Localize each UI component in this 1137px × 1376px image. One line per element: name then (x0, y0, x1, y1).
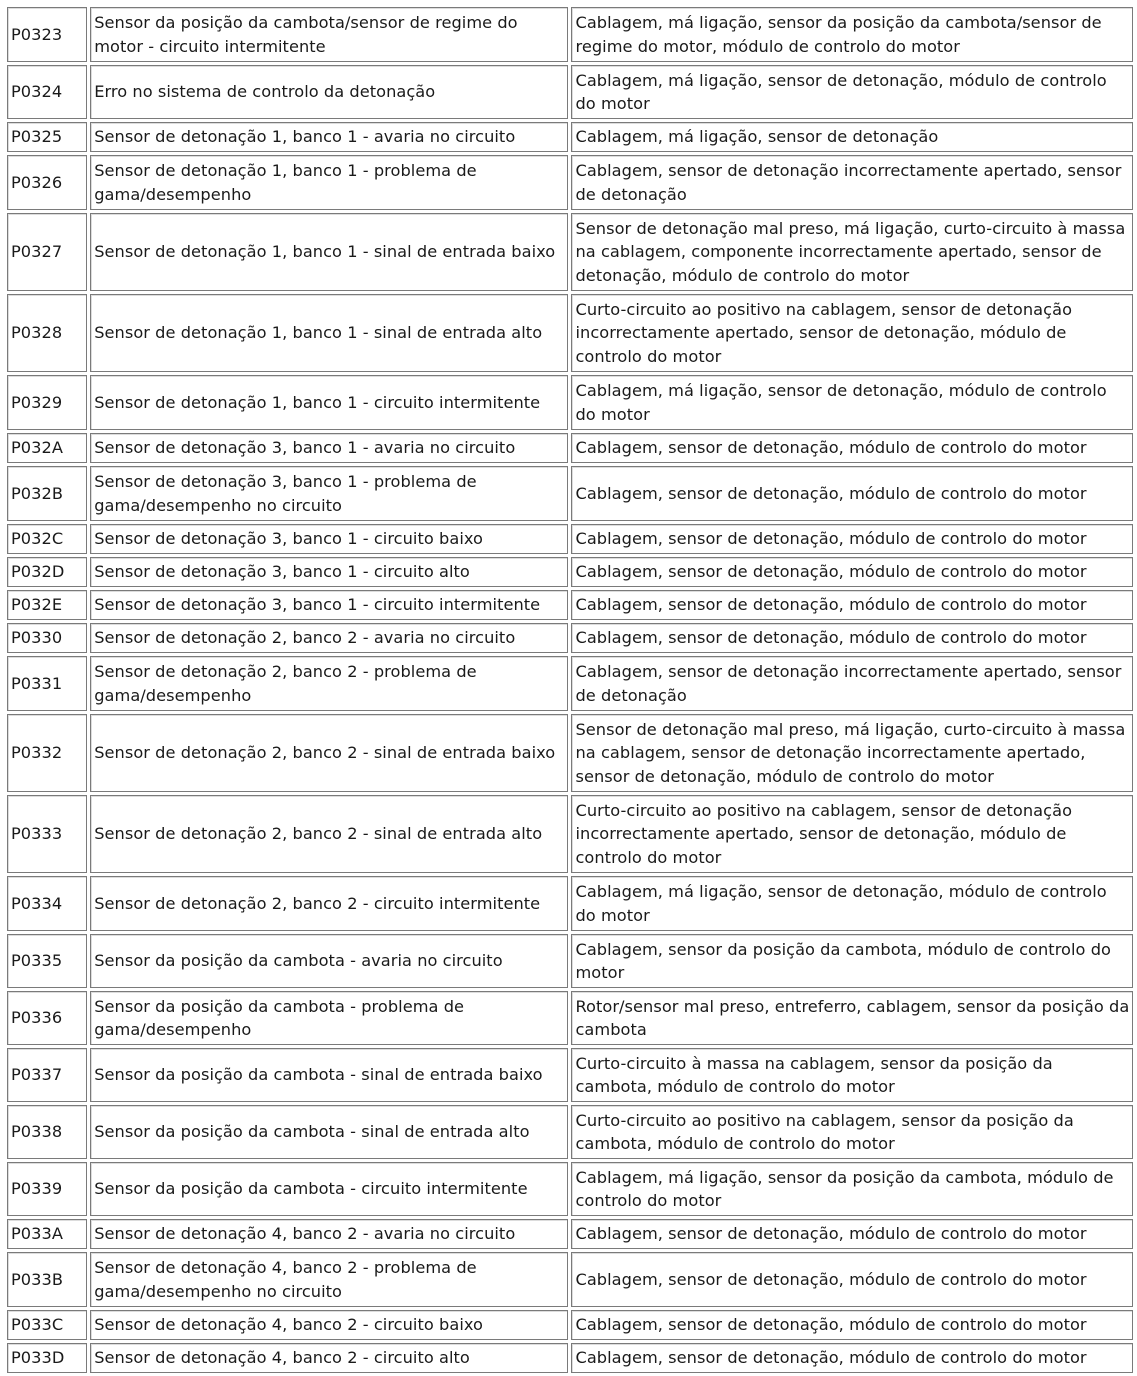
description-cell: Erro no sistema de controlo da detonação (90, 65, 568, 119)
table-row (7, 375, 1133, 430)
description-cell: Sensor de detonação 1, banco 1 - sinal de entrada baixo (90, 213, 568, 291)
description-cell: Sensor da posição da cambota - sinal de entrada baixo (90, 1048, 568, 1102)
code-cell: P033B (7, 1252, 87, 1307)
causes-cell: Cablagem, sensor de detonação, módulo de controlo do motor (571, 1310, 1133, 1340)
causes-cell: Cablagem, sensor de detonação, módulo de controlo do motor (571, 433, 1133, 463)
table-row (7, 557, 1133, 587)
causes-cell: Cablagem, sensor de detonação, módulo de controlo do motor (571, 590, 1133, 620)
table-row (7, 155, 1133, 210)
causes-cell: Cablagem, sensor da posição da cambota, módulo de controlo do motor (571, 934, 1133, 988)
causes-cell: Cablagem, má ligação, sensor de detonação, módulo de controlo do motor (571, 876, 1133, 931)
table-row (7, 656, 1133, 711)
table-row (7, 1219, 1133, 1249)
description-cell: Sensor de detonação 1, banco 1 - sinal de entrada alto (90, 294, 568, 372)
description-cell: Sensor de detonação 1, banco 1 - problema de gama/desempenho (90, 155, 568, 210)
table-row (7, 991, 1133, 1045)
causes-cell: Cablagem, sensor de detonação, módulo de controlo do motor (571, 623, 1133, 653)
code-cell: P0327 (7, 213, 87, 291)
code-cell: P0331 (7, 656, 87, 711)
causes-cell: Cablagem, sensor de detonação incorrectamente apertado, sensor de detonação (571, 155, 1133, 210)
code-cell: P0339 (7, 1162, 87, 1216)
description-cell: Sensor de detonação 2, banco 2 - sinal de entrada alto (90, 795, 568, 873)
description-cell: Sensor de detonação 4, banco 2 - avaria no circuito (90, 1219, 568, 1249)
code-cell: P0336 (7, 991, 87, 1045)
code-cell: P0330 (7, 623, 87, 653)
table-row (7, 934, 1133, 988)
description-cell: Sensor de detonação 2, banco 2 - avaria no circuito (90, 623, 568, 653)
code-cell: P0333 (7, 795, 87, 873)
code-cell: P032B (7, 466, 87, 521)
causes-cell: Cablagem, sensor de detonação, módulo de controlo do motor (571, 1252, 1133, 1307)
code-cell: P0323 (7, 7, 87, 62)
code-cell: P032C (7, 524, 87, 554)
causes-cell: Cablagem, sensor de detonação, módulo de controlo do motor (571, 524, 1133, 554)
causes-cell: Cablagem, má ligação, sensor de detonação (571, 122, 1133, 152)
table-row (7, 7, 1133, 62)
table-row (7, 1048, 1133, 1102)
code-cell: P0335 (7, 934, 87, 988)
description-cell: Sensor de detonação 4, banco 2 - circuito baixo (90, 1310, 568, 1340)
causes-cell: Cablagem, sensor de detonação, módulo de controlo do motor (571, 1219, 1133, 1249)
causes-cell: Cablagem, má ligação, sensor de detonação, módulo de controlo do motor (571, 65, 1133, 119)
description-cell: Sensor de detonação 2, banco 2 - circuito intermitente (90, 876, 568, 931)
code-cell: P0328 (7, 294, 87, 372)
code-cell: P033C (7, 1310, 87, 1340)
code-cell: P032A (7, 433, 87, 463)
causes-cell: Cablagem, má ligação, sensor da posição da cambota/sensor de regime do motor, módulo de controlo do motor (571, 7, 1133, 62)
code-cell: P0337 (7, 1048, 87, 1102)
description-cell: Sensor de detonação 3, banco 1 - circuito alto (90, 557, 568, 587)
description-cell: Sensor da posição da cambota - avaria no circuito (90, 934, 568, 988)
causes-cell: Cablagem, má ligação, sensor da posição da cambota, módulo de controlo do motor (571, 1162, 1133, 1216)
code-cell: P0334 (7, 876, 87, 931)
description-cell: Sensor da posição da cambota/sensor de regime do motor - circuito intermitente (90, 7, 568, 62)
table-row (7, 623, 1133, 653)
causes-cell: Curto-circuito à massa na cablagem, sensor da posição da cambota, módulo de controlo do motor (571, 1048, 1133, 1102)
description-cell: Sensor de detonação 3, banco 1 - circuito intermitente (90, 590, 568, 620)
code-cell: P032E (7, 590, 87, 620)
code-cell: P0338 (7, 1105, 87, 1159)
code-cell: P0329 (7, 375, 87, 430)
description-cell: Sensor da posição da cambota - circuito intermitente (90, 1162, 568, 1216)
causes-cell: Rotor/sensor mal preso, entreferro, cablagem, sensor da posição da cambota (571, 991, 1133, 1045)
table-row (7, 1162, 1133, 1216)
table-row (7, 1343, 1133, 1373)
code-cell: P0326 (7, 155, 87, 210)
table-row (7, 433, 1133, 463)
causes-cell: Curto-circuito ao positivo na cablagem, sensor de detonação incorrectamente apertado, sensor de detonação, módulo de controlo do motor (571, 294, 1133, 372)
description-cell: Sensor da posição da cambota - problema de gama/desempenho (90, 991, 568, 1045)
description-cell: Sensor de detonação 4, banco 2 - circuito alto (90, 1343, 568, 1373)
table-row (7, 65, 1133, 119)
fault-code-table-body (7, 7, 1133, 1373)
causes-cell: Cablagem, má ligação, sensor de detonação, módulo de controlo do motor (571, 375, 1133, 430)
table-row (7, 213, 1133, 291)
table-row (7, 590, 1133, 620)
code-cell: P0325 (7, 122, 87, 152)
code-cell: P032D (7, 557, 87, 587)
code-cell: P0332 (7, 714, 87, 792)
fault-code-table (4, 4, 1136, 1376)
code-cell: P033A (7, 1219, 87, 1249)
code-cell: P0324 (7, 65, 87, 119)
table-row (7, 466, 1133, 521)
table-row (7, 714, 1133, 792)
causes-cell: Sensor de detonação mal preso, má ligação, curto-circuito à massa na cablagem, componente incorrectamente apertado, sensor de detonação, módulo de controlo do motor (571, 213, 1133, 291)
causes-cell: Sensor de detonação mal preso, má ligação, curto-circuito à massa na cablagem, sensor de detonação incorrectamente apertado, sensor de detonação, módulo de controlo do motor (571, 714, 1133, 792)
description-cell: Sensor de detonação 3, banco 1 - circuito baixo (90, 524, 568, 554)
causes-cell: Curto-circuito ao positivo na cablagem, sensor da posição da cambota, módulo de controlo do motor (571, 1105, 1133, 1159)
code-cell: P033D (7, 1343, 87, 1373)
description-cell: Sensor de detonação 4, banco 2 - problema de gama/desempenho no circuito (90, 1252, 568, 1307)
table-row (7, 1252, 1133, 1307)
table-row (7, 1310, 1133, 1340)
description-cell: Sensor de detonação 3, banco 1 - avaria no circuito (90, 433, 568, 463)
causes-cell: Cablagem, sensor de detonação, módulo de controlo do motor (571, 466, 1133, 521)
causes-cell: Cablagem, sensor de detonação, módulo de controlo do motor (571, 1343, 1133, 1373)
description-cell: Sensor da posição da cambota - sinal de entrada alto (90, 1105, 568, 1159)
table-row (7, 795, 1133, 873)
table-row (7, 524, 1133, 554)
description-cell: Sensor de detonação 2, banco 2 - sinal de entrada baixo (90, 714, 568, 792)
causes-cell: Curto-circuito ao positivo na cablagem, sensor de detonação incorrectamente apertado, sensor de detonação, módulo de controlo do motor (571, 795, 1133, 873)
table-row (7, 1105, 1133, 1159)
description-cell: Sensor de detonação 1, banco 1 - avaria no circuito (90, 122, 568, 152)
table-row (7, 294, 1133, 372)
causes-cell: Cablagem, sensor de detonação incorrectamente apertado, sensor de detonação (571, 656, 1133, 711)
description-cell: Sensor de detonação 3, banco 1 - problema de gama/desempenho no circuito (90, 466, 568, 521)
description-cell: Sensor de detonação 2, banco 2 - problema de gama/desempenho (90, 656, 568, 711)
causes-cell: Cablagem, sensor de detonação, módulo de controlo do motor (571, 557, 1133, 587)
table-row (7, 122, 1133, 152)
table-row (7, 876, 1133, 931)
description-cell: Sensor de detonação 1, banco 1 - circuito intermitente (90, 375, 568, 430)
